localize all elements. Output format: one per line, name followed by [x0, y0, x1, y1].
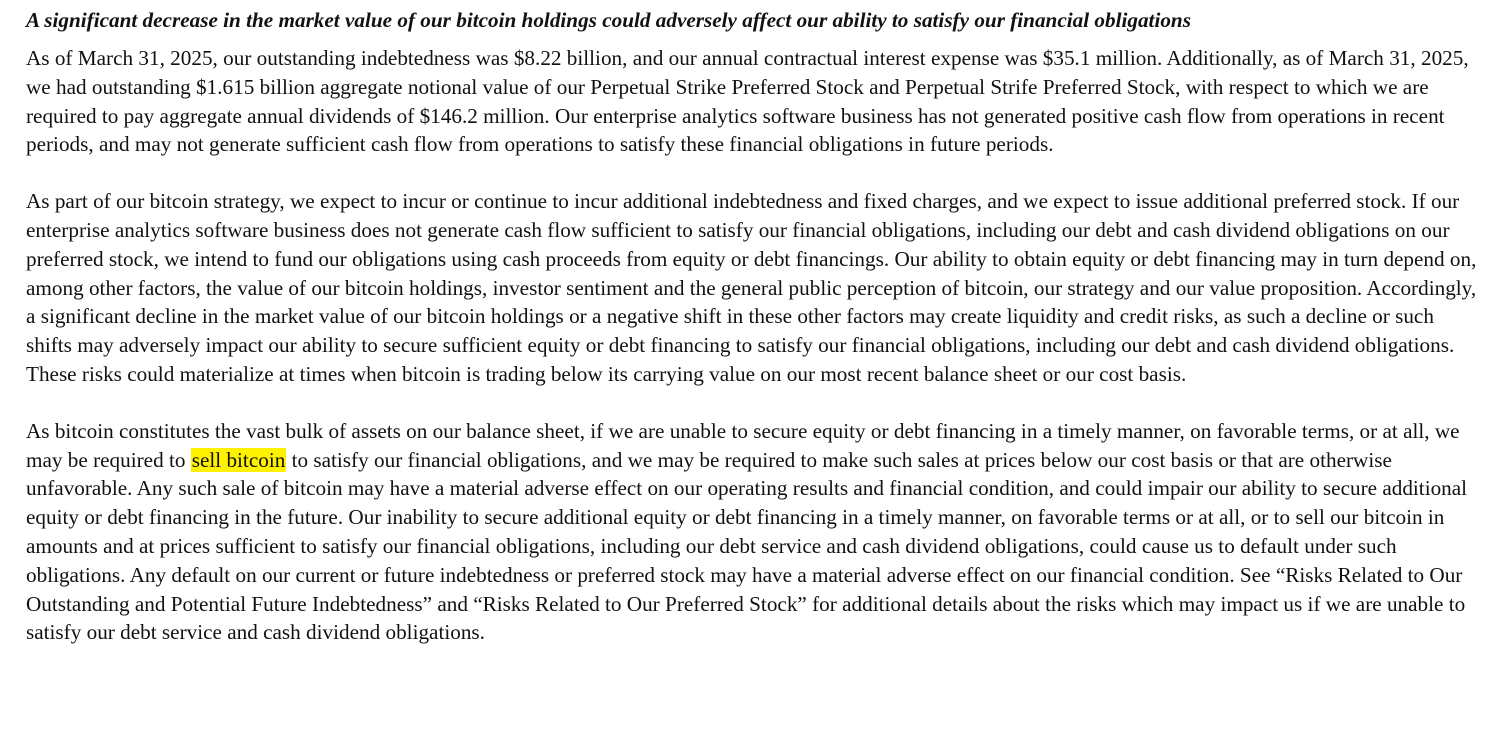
paragraph-sell-bitcoin-risk [26, 417, 1482, 647]
paragraph-indebtedness: As of March 31, 2025, our outstanding indebtedness was $8.22 billion, and our annual contractual interest expense was $35.1 million. Additionally, as of March 31, 2025, we had outstanding $1.615 billion aggregate notional value of our Perpetual Strike Preferred Stock and Perpetual Strife Preferred Stock, with respect to which we are required to pay aggregate annual dividends of $146.2 million. Our enterprise analytics software business has not generated positive cash flow from operations in recent periods, and may not generate sufficient cash flow from operations to satisfy these financial obligations in future periods. [26, 46, 1469, 157]
paragraph-bitcoin-strategy: As part of our bitcoin strategy, we expect to incur or continue to incur additional indebtedness and fixed charges, and we expect to issue additional preferred stock. If our enterprise analytics software business does not generate cash flow sufficient to satisfy our financial obligations, including our debt and cash dividend obligations on our preferred stock, we intend to fund our obligations using cash proceeds from equity or debt financings. Our ability to obtain equity or debt financing may in turn depend on, among other factors, the value of our bitcoin holdings, investor sentiment and the general public perception of bitcoin, our strategy and our value proposition. Accordingly, a significant decline in the market value of our bitcoin holdings or a negative shift in these other factors may create liquidity and credit risks, as such a decline or such shifts may adversely impact our ability to secure sufficient equity or debt financing to satisfy our financial obligations, including our debt and cash dividend obligations. These risks could materialize at times when bitcoin is trading below its carrying value on our most recent balance sheet or our cost basis. [26, 189, 1477, 386]
paragraph-text-before-highlight: As bitcoin constitutes the vast bulk of assets on our balance sheet, if we are unable to secure equity or debt financing in a timely manner, on favorable terms, or at all, we may be required to [26, 418, 1460, 472]
section-heading: A significant decrease in the market value of our bitcoin holdings could adversely affect our ability to satisfy our financial obligations [26, 8, 1191, 32]
paragraph-text-after-highlight: to satisfy our financial obligations, and we may be required to make such sales at prices below our cost basis or that are otherwise unfavorable. Any such sale of bitcoin may have a material adverse effect on our operating results and financial condition, and could impair our ability to secure additional equity or debt financing in the future. Our inability to secure additional equity or debt financing in a timely manner, on favorable terms or at all, or to sell our bitcoin in amounts and at prices sufficient to satisfy our financial obligations, including our debt service and cash dividend obligations, could cause us to default under such obligations. Any default on our current or future indebtedness or preferred stock may have a material adverse effect on our financial condition. See “Risks Related to Our Outstanding and Potential Future Indebtedness” and “Risks Related to Our Preferred Stock” for additional details about the risks which may impact us if we are unable to satisfy our debt service and cash dividend obligations. [26, 447, 1468, 645]
highlighted-phrase: sell bitcoin [191, 447, 286, 472]
